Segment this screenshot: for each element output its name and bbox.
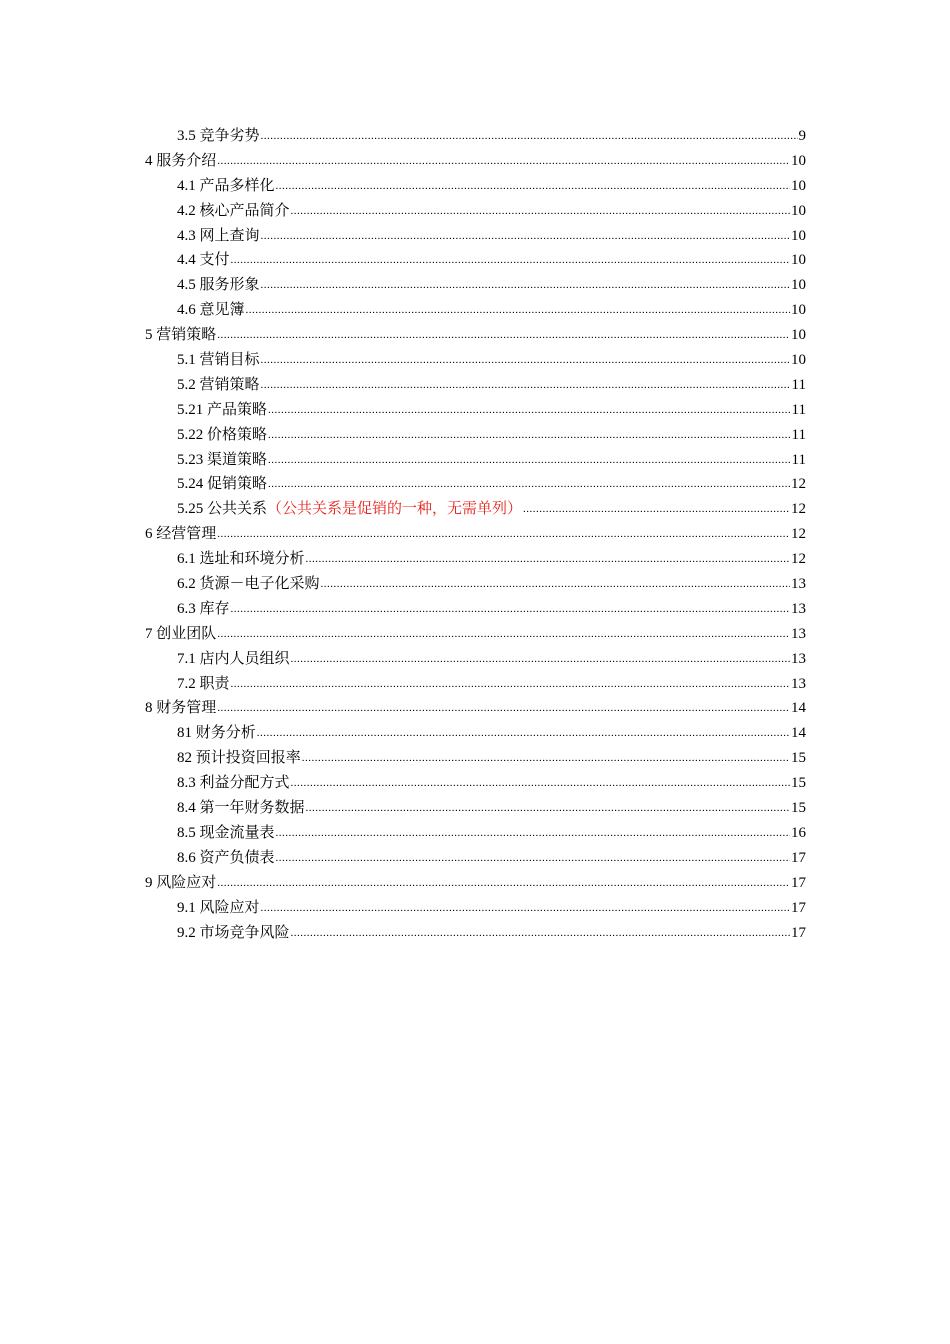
toc-dot-leader [261, 895, 790, 921]
toc-entry[interactable] [145, 497, 806, 522]
toc-entry-title [177, 896, 260, 921]
toc-entry[interactable] [145, 273, 806, 298]
toc-entry[interactable] [145, 871, 806, 896]
toc-page-number: 10 [791, 277, 806, 294]
toc-entry-title-text: 6 经营管理 [145, 526, 217, 543]
toc-entry-title [177, 448, 267, 473]
toc-entry-title [177, 298, 245, 323]
toc-entry-title [177, 248, 230, 273]
toc-entry-title-text: 5.21 产品策略 [177, 401, 268, 418]
toc-entry-title-text: 4.6 意见簿 [177, 302, 245, 319]
toc-entry[interactable] [145, 448, 806, 473]
toc-entry-title [145, 871, 216, 896]
toc-page-number: 17 [791, 899, 806, 916]
toc-dot-leader [306, 546, 790, 572]
toc-entry-title-text: 7 创业团队 [145, 625, 217, 642]
toc-entry-title-text: 6.1 选址和环境分析 [177, 551, 305, 568]
toc-entry[interactable] [145, 921, 806, 946]
toc-entry-title-text: 9.1 风险应对 [177, 899, 260, 916]
toc-page-number: 12 [791, 526, 806, 543]
toc-page-number: 12 [791, 501, 806, 518]
toc-dot-leader [291, 198, 790, 224]
toc-entry[interactable] [145, 298, 806, 323]
toc-dot-leader [268, 447, 791, 473]
toc-entry[interactable] [145, 821, 806, 846]
toc-dot-leader [217, 521, 790, 547]
toc-entry[interactable] [145, 672, 806, 697]
toc-entry[interactable] [145, 373, 806, 398]
toc-entry[interactable] [145, 149, 806, 174]
toc-entry-title-text: 81 财务分析 [177, 725, 256, 742]
toc-entry-title [145, 622, 216, 647]
toc-page-number: 13 [791, 675, 806, 692]
toc-entry-title-text: 7.1 店内人员组织 [177, 650, 290, 667]
toc-entry-title [177, 647, 290, 672]
toc-entry-title-text: 5.2 营销策略 [177, 376, 260, 393]
toc-page-number: 13 [791, 600, 806, 617]
toc-page-number: 10 [791, 302, 806, 319]
toc-entry[interactable] [145, 522, 806, 547]
toc-entry-title-text: 4.4 支付 [177, 252, 230, 269]
toc-entry[interactable] [145, 622, 806, 647]
toc-entry-note: （公共关系是促销的一种，无需单列） [267, 501, 523, 518]
toc-entry-title [177, 796, 305, 821]
toc-entry[interactable] [145, 572, 806, 597]
toc-entry-title [177, 174, 275, 199]
toc-entry-title [177, 398, 267, 423]
toc-dot-leader [217, 148, 790, 174]
toc-entry-title [177, 423, 267, 448]
toc-dot-leader [231, 671, 790, 697]
table-of-contents [145, 124, 806, 945]
toc-page-number: 10 [791, 202, 806, 219]
toc-entry-title [177, 846, 275, 871]
toc-dot-leader [217, 621, 790, 647]
toc-entry[interactable] [145, 124, 806, 149]
toc-dot-leader [291, 646, 790, 672]
toc-entry[interactable] [145, 199, 806, 224]
toc-page-number: 11 [791, 401, 806, 418]
toc-page-number: 17 [791, 874, 806, 891]
toc-entry-title-text: 4.5 服务形象 [177, 277, 260, 294]
toc-entry-title [177, 597, 230, 622]
toc-entry-title [177, 472, 267, 497]
toc-entry-title-text: 5.22 价格策略 [177, 426, 268, 443]
toc-dot-leader [257, 720, 790, 746]
toc-entry[interactable] [145, 398, 806, 423]
toc-entry[interactable] [145, 796, 806, 821]
toc-entry[interactable] [145, 647, 806, 672]
toc-entry[interactable] [145, 472, 806, 497]
toc-entry-title-text: 82 预计投资回报率 [177, 750, 301, 767]
toc-entry-title [177, 224, 260, 249]
toc-entry-title [177, 547, 305, 572]
toc-entry-title-text: 4.1 产品多样化 [177, 177, 275, 194]
toc-dot-leader [261, 123, 798, 149]
toc-entry-title [145, 323, 216, 348]
toc-dot-leader [231, 247, 790, 273]
toc-dot-leader [291, 770, 790, 796]
toc-entry[interactable] [145, 348, 806, 373]
toc-page-number: 10 [791, 327, 806, 344]
toc-entry-title-text: 9 风险应对 [145, 874, 217, 891]
toc-entry-title-text: 8.4 第一年财务数据 [177, 800, 305, 817]
toc-entry[interactable] [145, 896, 806, 921]
toc-entry-title [177, 746, 301, 771]
toc-entry-title-text: 4 服务介绍 [145, 152, 217, 169]
toc-page-number: 10 [791, 252, 806, 269]
toc-entry-title-text: 3.5 竞争劣势 [177, 128, 260, 144]
toc-page-number: 15 [791, 750, 806, 767]
toc-entry[interactable] [145, 547, 806, 572]
toc-entry[interactable] [145, 846, 806, 871]
toc-entry-title-text: 5.1 营销目标 [177, 352, 260, 369]
toc-page-number: 10 [791, 152, 806, 169]
toc-dot-leader [261, 272, 790, 298]
toc-entry[interactable] [145, 597, 806, 622]
toc-dot-leader [306, 795, 790, 821]
toc-dot-leader [217, 870, 790, 896]
toc-entry-title [145, 522, 216, 547]
toc-dot-leader [523, 496, 790, 522]
toc-page-number: 11 [791, 376, 806, 393]
toc-page-number: 15 [791, 800, 806, 817]
toc-dot-leader [291, 920, 790, 946]
toc-entry-title [177, 672, 230, 697]
toc-page-number: 13 [791, 625, 806, 642]
toc-entry-title [145, 696, 216, 721]
toc-page-number: 14 [791, 725, 806, 742]
toc-entry-title [177, 572, 320, 597]
toc-page-number: 13 [791, 576, 806, 593]
toc-dot-leader [217, 695, 790, 721]
toc-entry[interactable] [145, 721, 806, 746]
toc-dot-leader [276, 820, 790, 846]
toc-page-number: 9 [798, 128, 806, 144]
toc-entry[interactable] [145, 323, 806, 348]
toc-entry-title [177, 199, 290, 224]
toc-entry-title-text: 5.24 促销策略 [177, 476, 268, 493]
toc-page-number: 10 [791, 227, 806, 244]
toc-entry-title-text: 5.25 公共关系 [177, 501, 268, 518]
toc-entry[interactable] [145, 771, 806, 796]
toc-entry-title-text: 5.23 渠道策略 [177, 451, 268, 468]
toc-dot-leader [231, 596, 790, 622]
toc-entry-title [145, 149, 216, 174]
toc-dot-leader [268, 471, 790, 497]
toc-entry-title-text: 8 财务管理 [145, 700, 217, 717]
toc-page-number: 13 [791, 650, 806, 667]
toc-entry-title [177, 373, 260, 398]
toc-entry-title-text: 8.3 利益分配方式 [177, 775, 290, 792]
toc-entry[interactable] [145, 174, 806, 199]
toc-entry[interactable] [145, 224, 806, 249]
toc-entry-title [177, 821, 275, 846]
toc-dot-leader [217, 322, 790, 348]
toc-dot-leader [276, 845, 790, 871]
toc-dot-leader [261, 372, 791, 398]
toc-entry-title [177, 124, 260, 149]
toc-entry-title [177, 771, 290, 796]
toc-dot-leader [246, 297, 790, 323]
toc-entry-title [177, 273, 260, 298]
toc-page-number: 10 [791, 352, 806, 369]
toc-entry-title-text: 7.2 职责 [177, 675, 230, 692]
toc-dot-leader [268, 397, 791, 423]
toc-page-number: 16 [791, 824, 806, 841]
toc-entry-title-text: 6.3 库存 [177, 600, 230, 617]
toc-entry[interactable] [145, 248, 806, 273]
toc-entry-title-text: 8.6 资产负债表 [177, 849, 275, 866]
toc-page-number: 14 [791, 700, 806, 717]
toc-page-number: 12 [791, 476, 806, 493]
toc-page-number: 17 [791, 849, 806, 866]
toc-entry-title-text: 5 营销策略 [145, 327, 217, 344]
toc-page-number: 10 [791, 177, 806, 194]
toc-dot-leader [268, 422, 791, 448]
toc-dot-leader [321, 571, 790, 597]
toc-entry-title-text: 6.2 货源－电子化采购 [177, 576, 320, 593]
toc-dot-leader [261, 347, 790, 373]
toc-page-number: 12 [791, 551, 806, 568]
toc-page-number: 11 [791, 451, 806, 468]
toc-page-number: 17 [791, 924, 806, 941]
toc-page-number: 11 [791, 426, 806, 443]
toc-entry-title [177, 497, 522, 522]
toc-entry-title-text: 8.5 现金流量表 [177, 824, 275, 841]
toc-entry-title-text: 4.3 网上查询 [177, 227, 260, 244]
toc-page-number: 15 [791, 775, 806, 792]
toc-entry-title [177, 721, 256, 746]
toc-entry[interactable] [145, 423, 806, 448]
toc-dot-leader [276, 173, 790, 199]
toc-entry-title [177, 348, 260, 373]
toc-entry[interactable] [145, 746, 806, 771]
toc-entry[interactable] [145, 696, 806, 721]
toc-entry-title-text: 9.2 市场竞争风险 [177, 924, 290, 941]
toc-entry-title-text: 4.2 核心产品简介 [177, 202, 290, 219]
toc-dot-leader [261, 223, 790, 249]
toc-dot-leader [302, 745, 790, 771]
toc-entry-title [177, 921, 290, 946]
